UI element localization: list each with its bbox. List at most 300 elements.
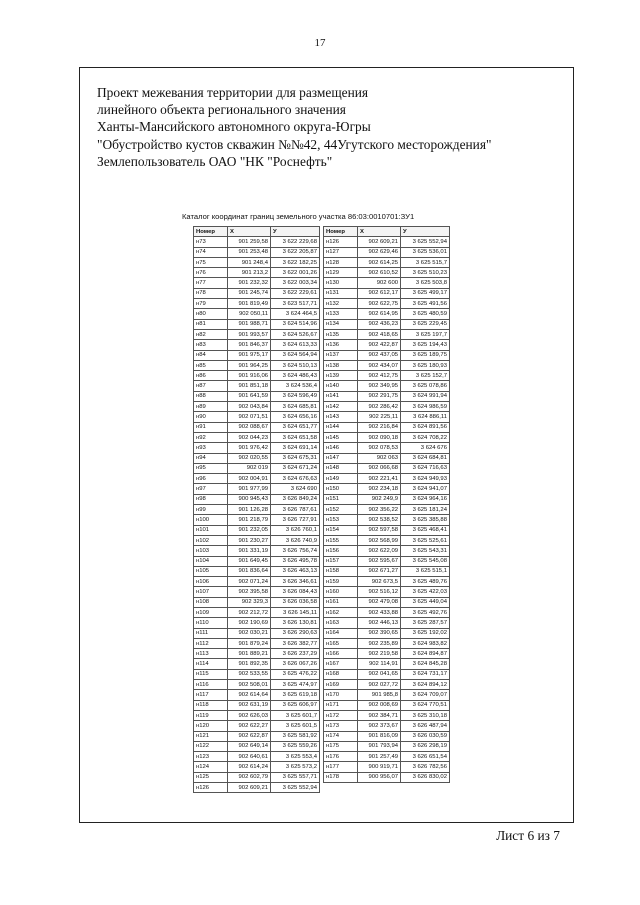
point-number: н88 <box>194 391 228 401</box>
point-number: н141 <box>324 391 358 401</box>
table-row <box>194 494 320 504</box>
x-coordinate: 902 602,79 <box>228 772 271 782</box>
point-number: н73 <box>194 237 228 247</box>
y-coordinate: 3 625 152,7 <box>401 371 450 381</box>
point-number: н127 <box>324 247 358 257</box>
table-row <box>324 762 450 772</box>
point-number: н172 <box>324 710 358 720</box>
y-coordinate: 3 625 552,94 <box>271 783 320 793</box>
y-coordinate: 3 624 691,14 <box>271 443 320 453</box>
table-row <box>194 371 320 381</box>
point-number: н97 <box>194 484 228 494</box>
x-coordinate: 902 020,55 <box>228 453 271 463</box>
table-row <box>194 453 320 463</box>
x-coordinate: 901 248,4 <box>228 257 271 267</box>
y-coordinate: 3 624 949,93 <box>401 474 450 484</box>
point-number: н121 <box>194 731 228 741</box>
table-row <box>324 597 450 607</box>
y-coordinate: 3 622 003,34 <box>271 278 320 288</box>
point-number: н93 <box>194 443 228 453</box>
table-row <box>324 474 450 484</box>
x-coordinate: 902 088,67 <box>228 422 271 432</box>
x-coordinate: 902 078,53 <box>358 443 401 453</box>
point-number: н162 <box>324 607 358 617</box>
table-row <box>324 340 450 350</box>
y-coordinate: 3 625 476,22 <box>271 669 320 679</box>
x-coordinate: 902 066,68 <box>358 463 401 473</box>
point-number: н86 <box>194 371 228 381</box>
table-row <box>324 690 450 700</box>
table-row <box>324 772 450 782</box>
table-row <box>324 607 450 617</box>
table-row <box>194 721 320 731</box>
point-number: н109 <box>194 607 228 617</box>
table-row <box>194 474 320 484</box>
x-coordinate: 901 232,05 <box>228 525 271 535</box>
y-coordinate: 3 624 770,51 <box>401 700 450 710</box>
y-coordinate: 3 625 422,03 <box>401 587 450 597</box>
table-row <box>324 494 450 504</box>
x-coordinate: 901 985,8 <box>358 690 401 700</box>
table-row <box>194 772 320 782</box>
y-coordinate: 3 626 084,43 <box>271 587 320 597</box>
table-row <box>194 690 320 700</box>
x-coordinate: 902 219,58 <box>358 649 401 659</box>
x-coordinate: 901 641,59 <box>228 391 271 401</box>
table-row <box>324 628 450 638</box>
y-coordinate: 3 626 760,1 <box>271 525 320 535</box>
table-row <box>194 577 320 587</box>
table-row <box>324 247 450 257</box>
x-coordinate: 902 008,69 <box>358 700 401 710</box>
y-coordinate: 3 624 986,59 <box>401 402 450 412</box>
point-number: н140 <box>324 381 358 391</box>
x-coordinate: 902 212,72 <box>228 607 271 617</box>
y-coordinate: 3 624 716,63 <box>401 463 450 473</box>
point-number: н108 <box>194 597 228 607</box>
y-coordinate: 3 624 894,12 <box>401 680 450 690</box>
y-coordinate: 3 625 573,2 <box>271 762 320 772</box>
x-coordinate: 902 671,27 <box>358 566 401 576</box>
y-coordinate: 3 624 651,77 <box>271 422 320 432</box>
table-row <box>194 731 320 741</box>
x-coordinate: 902 533,55 <box>228 669 271 679</box>
point-number: н164 <box>324 628 358 638</box>
x-coordinate: 901 213,2 <box>228 268 271 278</box>
table-row <box>324 257 450 267</box>
point-number: н100 <box>194 515 228 525</box>
point-number: н153 <box>324 515 358 525</box>
table-row <box>324 329 450 339</box>
y-coordinate: 3 625 385,88 <box>401 515 450 525</box>
x-coordinate: 901 846,37 <box>228 340 271 350</box>
point-number: н80 <box>194 309 228 319</box>
table-row <box>324 505 450 515</box>
x-coordinate: 902 622,27 <box>228 721 271 731</box>
x-coordinate: 901 993,57 <box>228 329 271 339</box>
point-number: н122 <box>194 741 228 751</box>
x-coordinate: 901 230,27 <box>228 535 271 545</box>
table-row <box>194 618 320 628</box>
table-row <box>324 515 450 525</box>
y-coordinate: 3 624 709,07 <box>401 690 450 700</box>
x-coordinate: 902 234,18 <box>358 484 401 494</box>
table-row <box>194 360 320 370</box>
table-row <box>194 710 320 720</box>
point-number: н129 <box>324 268 358 278</box>
x-coordinate: 902 610,52 <box>358 268 401 278</box>
x-coordinate: 902 249,9 <box>358 494 401 504</box>
x-coordinate: 901 916,06 <box>228 371 271 381</box>
table-row <box>324 546 450 556</box>
point-number: н134 <box>324 319 358 329</box>
catalog-title: Каталог координат границ земельного участка 86:03:0010701:ЗУ1 <box>182 212 415 221</box>
table-row <box>324 319 450 329</box>
point-number: н116 <box>194 680 228 690</box>
table-row <box>194 546 320 556</box>
x-coordinate: 900 919,71 <box>358 762 401 772</box>
x-coordinate: 902 349,95 <box>358 381 401 391</box>
y-coordinate: 3 625 194,43 <box>401 340 450 350</box>
table-row <box>194 402 320 412</box>
x-coordinate: 902 626,03 <box>228 710 271 720</box>
column-header-y: У <box>401 227 450 237</box>
x-coordinate: 901 851,18 <box>228 381 271 391</box>
x-coordinate: 902 395,58 <box>228 587 271 597</box>
x-coordinate: 901 816,09 <box>358 731 401 741</box>
point-number: н118 <box>194 700 228 710</box>
point-number: н91 <box>194 422 228 432</box>
y-coordinate: 3 624 708,22 <box>401 432 450 442</box>
point-number: н126 <box>194 783 228 793</box>
sheet-label: Лист 6 из 7 <box>496 828 560 843</box>
point-number: н113 <box>194 649 228 659</box>
point-number: н146 <box>324 443 358 453</box>
x-coordinate: 902 434,07 <box>358 360 401 370</box>
x-coordinate: 901 879,24 <box>228 638 271 648</box>
y-coordinate: 3 626 463,13 <box>271 566 320 576</box>
x-coordinate: 902 600 <box>358 278 401 288</box>
y-coordinate: 3 625 491,56 <box>401 299 450 309</box>
point-number: н158 <box>324 566 358 576</box>
point-number: н144 <box>324 422 358 432</box>
table-row <box>194 680 320 690</box>
y-coordinate: 3 626 787,61 <box>271 505 320 515</box>
x-coordinate: 902 538,52 <box>358 515 401 525</box>
x-coordinate: 902 437,05 <box>358 350 401 360</box>
point-number: н163 <box>324 618 358 628</box>
table-row <box>194 288 320 298</box>
x-coordinate: 902 043,84 <box>228 402 271 412</box>
x-coordinate: 902 595,67 <box>358 556 401 566</box>
table-row <box>194 505 320 515</box>
x-coordinate: 901 975,17 <box>228 350 271 360</box>
point-number: н157 <box>324 556 358 566</box>
x-coordinate: 901 889,21 <box>228 649 271 659</box>
x-coordinate: 902 291,75 <box>358 391 401 401</box>
table-row <box>194 350 320 360</box>
point-number: н177 <box>324 762 358 772</box>
y-coordinate: 3 622 229,61 <box>271 288 320 298</box>
y-coordinate: 3 625 197,7 <box>401 329 450 339</box>
y-coordinate: 3 624 983,82 <box>401 638 450 648</box>
y-coordinate: 3 625 489,76 <box>401 577 450 587</box>
x-coordinate: 902 019 <box>228 463 271 473</box>
y-coordinate: 3 624 596,49 <box>271 391 320 401</box>
x-coordinate: 902 622,87 <box>228 731 271 741</box>
table-row <box>324 422 450 432</box>
point-number: н114 <box>194 659 228 669</box>
table-row <box>324 741 450 751</box>
x-coordinate: 902 221,41 <box>358 474 401 484</box>
table-row <box>324 391 450 401</box>
point-number: н159 <box>324 577 358 587</box>
point-number: н133 <box>324 309 358 319</box>
header-line-5: Землепользователь ОАО "НК "Роснефть" <box>97 153 333 169</box>
point-number: н107 <box>194 587 228 597</box>
table-row <box>194 628 320 638</box>
y-coordinate: 3 622 229,68 <box>271 237 320 247</box>
point-number: н111 <box>194 628 228 638</box>
y-coordinate: 3 626 298,19 <box>401 741 450 751</box>
x-coordinate: 901 245,74 <box>228 288 271 298</box>
x-coordinate: 902 216,84 <box>358 422 401 432</box>
y-coordinate: 3 625 510,23 <box>401 268 450 278</box>
y-coordinate: 3 626 756,74 <box>271 546 320 556</box>
column-header-y: У <box>271 227 320 237</box>
y-coordinate: 3 624 845,28 <box>401 659 450 669</box>
x-coordinate: 901 836,64 <box>228 566 271 576</box>
y-coordinate: 3 625 553,4 <box>271 752 320 762</box>
x-coordinate: 902 612,17 <box>358 288 401 298</box>
x-coordinate: 902 063 <box>358 453 401 463</box>
point-number: н154 <box>324 525 358 535</box>
x-coordinate: 902 030,21 <box>228 628 271 638</box>
table-row <box>194 566 320 576</box>
point-number: н175 <box>324 741 358 751</box>
table-row <box>194 669 320 679</box>
x-coordinate: 901 892,35 <box>228 659 271 669</box>
y-coordinate: 3 624 514,96 <box>271 319 320 329</box>
x-coordinate: 901 126,28 <box>228 505 271 515</box>
x-coordinate: 902 614,24 <box>228 762 271 772</box>
table-row <box>324 638 450 648</box>
x-coordinate: 902 649,14 <box>228 741 271 751</box>
point-number: н176 <box>324 752 358 762</box>
table-row <box>324 721 450 731</box>
x-coordinate: 902 373,67 <box>358 721 401 731</box>
x-coordinate: 902 090,18 <box>358 432 401 442</box>
y-coordinate: 3 626 346,61 <box>271 577 320 587</box>
footer-divider <box>79 822 574 823</box>
table-row <box>194 247 320 257</box>
point-number: н95 <box>194 463 228 473</box>
point-number: н128 <box>324 257 358 267</box>
table-row <box>194 309 320 319</box>
point-number: н115 <box>194 669 228 679</box>
point-number: н155 <box>324 535 358 545</box>
x-coordinate: 902 286,42 <box>358 402 401 412</box>
y-coordinate: 3 624 685,81 <box>271 402 320 412</box>
x-coordinate: 901 218,79 <box>228 515 271 525</box>
coordinates-table-right <box>323 226 450 783</box>
table-row <box>324 443 450 453</box>
point-number: н104 <box>194 556 228 566</box>
table-row <box>324 412 450 422</box>
x-coordinate: 902 050,11 <box>228 309 271 319</box>
y-coordinate: 3 624 675,31 <box>271 453 320 463</box>
y-coordinate: 3 625 480,59 <box>401 309 450 319</box>
point-number: н84 <box>194 350 228 360</box>
y-coordinate: 3 624 536,4 <box>271 381 320 391</box>
y-coordinate: 3 625 078,86 <box>401 381 450 391</box>
point-number: н77 <box>194 278 228 288</box>
point-number: н166 <box>324 649 358 659</box>
table-row <box>194 607 320 617</box>
point-number: н117 <box>194 690 228 700</box>
y-coordinate: 3 626 145,11 <box>271 607 320 617</box>
y-coordinate: 3 623 517,71 <box>271 299 320 309</box>
point-number: н123 <box>194 752 228 762</box>
y-coordinate: 3 625 515,7 <box>401 257 450 267</box>
y-coordinate: 3 624 564,94 <box>271 350 320 360</box>
point-number: н156 <box>324 546 358 556</box>
table-row <box>324 731 450 741</box>
y-coordinate: 3 626 849,24 <box>271 494 320 504</box>
point-number: н79 <box>194 299 228 309</box>
table-row <box>194 381 320 391</box>
point-number: н92 <box>194 432 228 442</box>
y-coordinate: 3 625 559,26 <box>271 741 320 751</box>
table-row <box>324 453 450 463</box>
x-coordinate: 902 041,65 <box>358 669 401 679</box>
column-header-x: X <box>228 227 271 237</box>
point-number: н83 <box>194 340 228 350</box>
table-row <box>324 649 450 659</box>
table-row <box>194 525 320 535</box>
x-coordinate: 902 614,95 <box>358 309 401 319</box>
point-number: н135 <box>324 329 358 339</box>
x-coordinate: 902 329,3 <box>228 597 271 607</box>
table-header-row <box>324 227 450 237</box>
x-coordinate: 901 649,45 <box>228 556 271 566</box>
table-row <box>324 350 450 360</box>
x-coordinate: 900 956,07 <box>358 772 401 782</box>
x-coordinate: 902 027,72 <box>358 680 401 690</box>
table-row <box>194 783 320 793</box>
table-row <box>324 268 450 278</box>
y-coordinate: 3 626 237,29 <box>271 649 320 659</box>
x-coordinate: 902 190,69 <box>228 618 271 628</box>
point-number: н138 <box>324 360 358 370</box>
table-row <box>324 278 450 288</box>
table-row <box>324 309 450 319</box>
point-number: н75 <box>194 257 228 267</box>
y-coordinate: 3 625 543,31 <box>401 546 450 556</box>
point-number: н99 <box>194 505 228 515</box>
point-number: н173 <box>324 721 358 731</box>
header-line-4: "Обустройство кустов скважин №№42, 44Угутского месторождения" <box>97 136 492 152</box>
x-coordinate: 902 433,88 <box>358 607 401 617</box>
point-number: н142 <box>324 402 358 412</box>
table-row <box>194 391 320 401</box>
column-header-x: X <box>358 227 401 237</box>
y-coordinate: 3 626 382,77 <box>271 638 320 648</box>
y-coordinate: 3 625 503,8 <box>401 278 450 288</box>
table-row <box>324 463 450 473</box>
y-coordinate: 3 625 601,7 <box>271 710 320 720</box>
x-coordinate: 902 609,21 <box>358 237 401 247</box>
x-coordinate: 902 436,23 <box>358 319 401 329</box>
table-row <box>324 556 450 566</box>
table-row <box>194 443 320 453</box>
x-coordinate: 902 384,71 <box>358 710 401 720</box>
point-number: н98 <box>194 494 228 504</box>
point-number: н174 <box>324 731 358 741</box>
table-row <box>194 422 320 432</box>
x-coordinate: 901 976,42 <box>228 443 271 453</box>
point-number: н76 <box>194 268 228 278</box>
y-coordinate: 3 624 676 <box>401 443 450 453</box>
table-row <box>324 618 450 628</box>
y-coordinate: 3 624 991,94 <box>401 391 450 401</box>
x-coordinate: 901 988,71 <box>228 319 271 329</box>
table-row <box>324 577 450 587</box>
point-number: н102 <box>194 535 228 545</box>
y-coordinate: 3 625 545,08 <box>401 556 450 566</box>
table-row <box>194 484 320 494</box>
point-number: н139 <box>324 371 358 381</box>
x-coordinate: 902 640,61 <box>228 752 271 762</box>
table-row <box>194 597 320 607</box>
point-number: н125 <box>194 772 228 782</box>
point-number: н110 <box>194 618 228 628</box>
table-row <box>194 319 320 329</box>
table-row <box>194 649 320 659</box>
y-coordinate: 3 624 891,56 <box>401 422 450 432</box>
point-number: н82 <box>194 329 228 339</box>
x-coordinate: 902 631,19 <box>228 700 271 710</box>
table-row <box>324 752 450 762</box>
table-row <box>324 402 450 412</box>
y-coordinate: 3 625 619,18 <box>271 690 320 700</box>
y-coordinate: 3 626 036,58 <box>271 597 320 607</box>
point-number: н178 <box>324 772 358 782</box>
x-coordinate: 902 412,75 <box>358 371 401 381</box>
point-number: н105 <box>194 566 228 576</box>
point-number: н143 <box>324 412 358 422</box>
header-line-3: Ханты-Мансийского автономного округа-Югры <box>97 119 371 135</box>
y-coordinate: 3 625 492,76 <box>401 607 450 617</box>
point-number: н152 <box>324 505 358 515</box>
y-coordinate: 3 624 464,5 <box>271 309 320 319</box>
x-coordinate: 902 479,08 <box>358 597 401 607</box>
x-coordinate: 902 516,12 <box>358 587 401 597</box>
y-coordinate: 3 625 468,41 <box>401 525 450 535</box>
x-coordinate: 901 253,48 <box>228 247 271 257</box>
point-number: н169 <box>324 680 358 690</box>
y-coordinate: 3 625 449,04 <box>401 597 450 607</box>
x-coordinate: 902 673,5 <box>358 577 401 587</box>
y-coordinate: 3 622 182,25 <box>271 257 320 267</box>
y-coordinate: 3 625 581,92 <box>271 731 320 741</box>
x-coordinate: 902 004,91 <box>228 474 271 484</box>
table-row <box>194 268 320 278</box>
y-coordinate: 3 626 740,9 <box>271 535 320 545</box>
column-header-number: Номер <box>194 227 228 237</box>
y-coordinate: 3 624 613,33 <box>271 340 320 350</box>
point-number: н149 <box>324 474 358 484</box>
